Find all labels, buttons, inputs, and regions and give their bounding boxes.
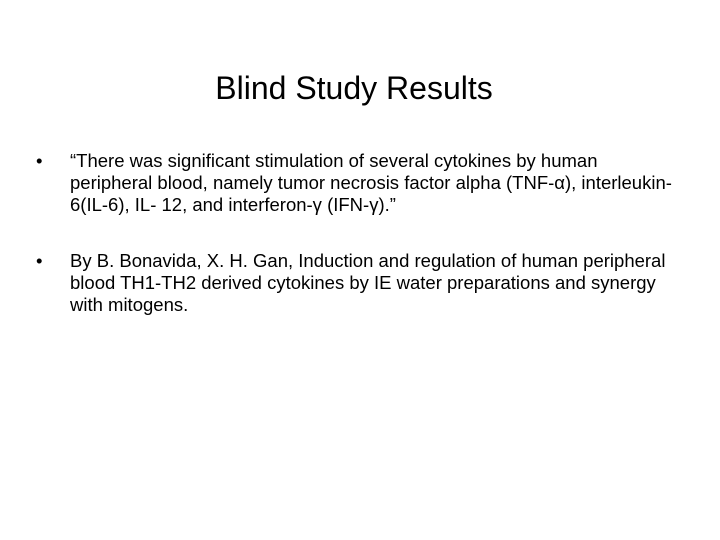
bullet-text: “There was significant stimulation of several cytokines by human peripheral blood, namely tumor necrosis factor alpha (TNF-α), interleukin-6(IL-6), IL- 12, and interferon-γ (IFN-γ).” [70,150,672,215]
bullet-item-quote [36,150,676,216]
bullet-dot-icon: • [36,150,43,171]
bullet-text: By B. Bonavida, X. H. Gan, Induction and regulation of human peripheral blood TH1-TH2 derived cytokines by IE water preparations and synergy with mitogens. [70,250,666,315]
bullet-item-citation [36,250,676,316]
bullet-dot-icon: • [36,250,43,271]
slide-title: Blind Study Results [215,70,493,106]
bullet-list [36,150,676,350]
